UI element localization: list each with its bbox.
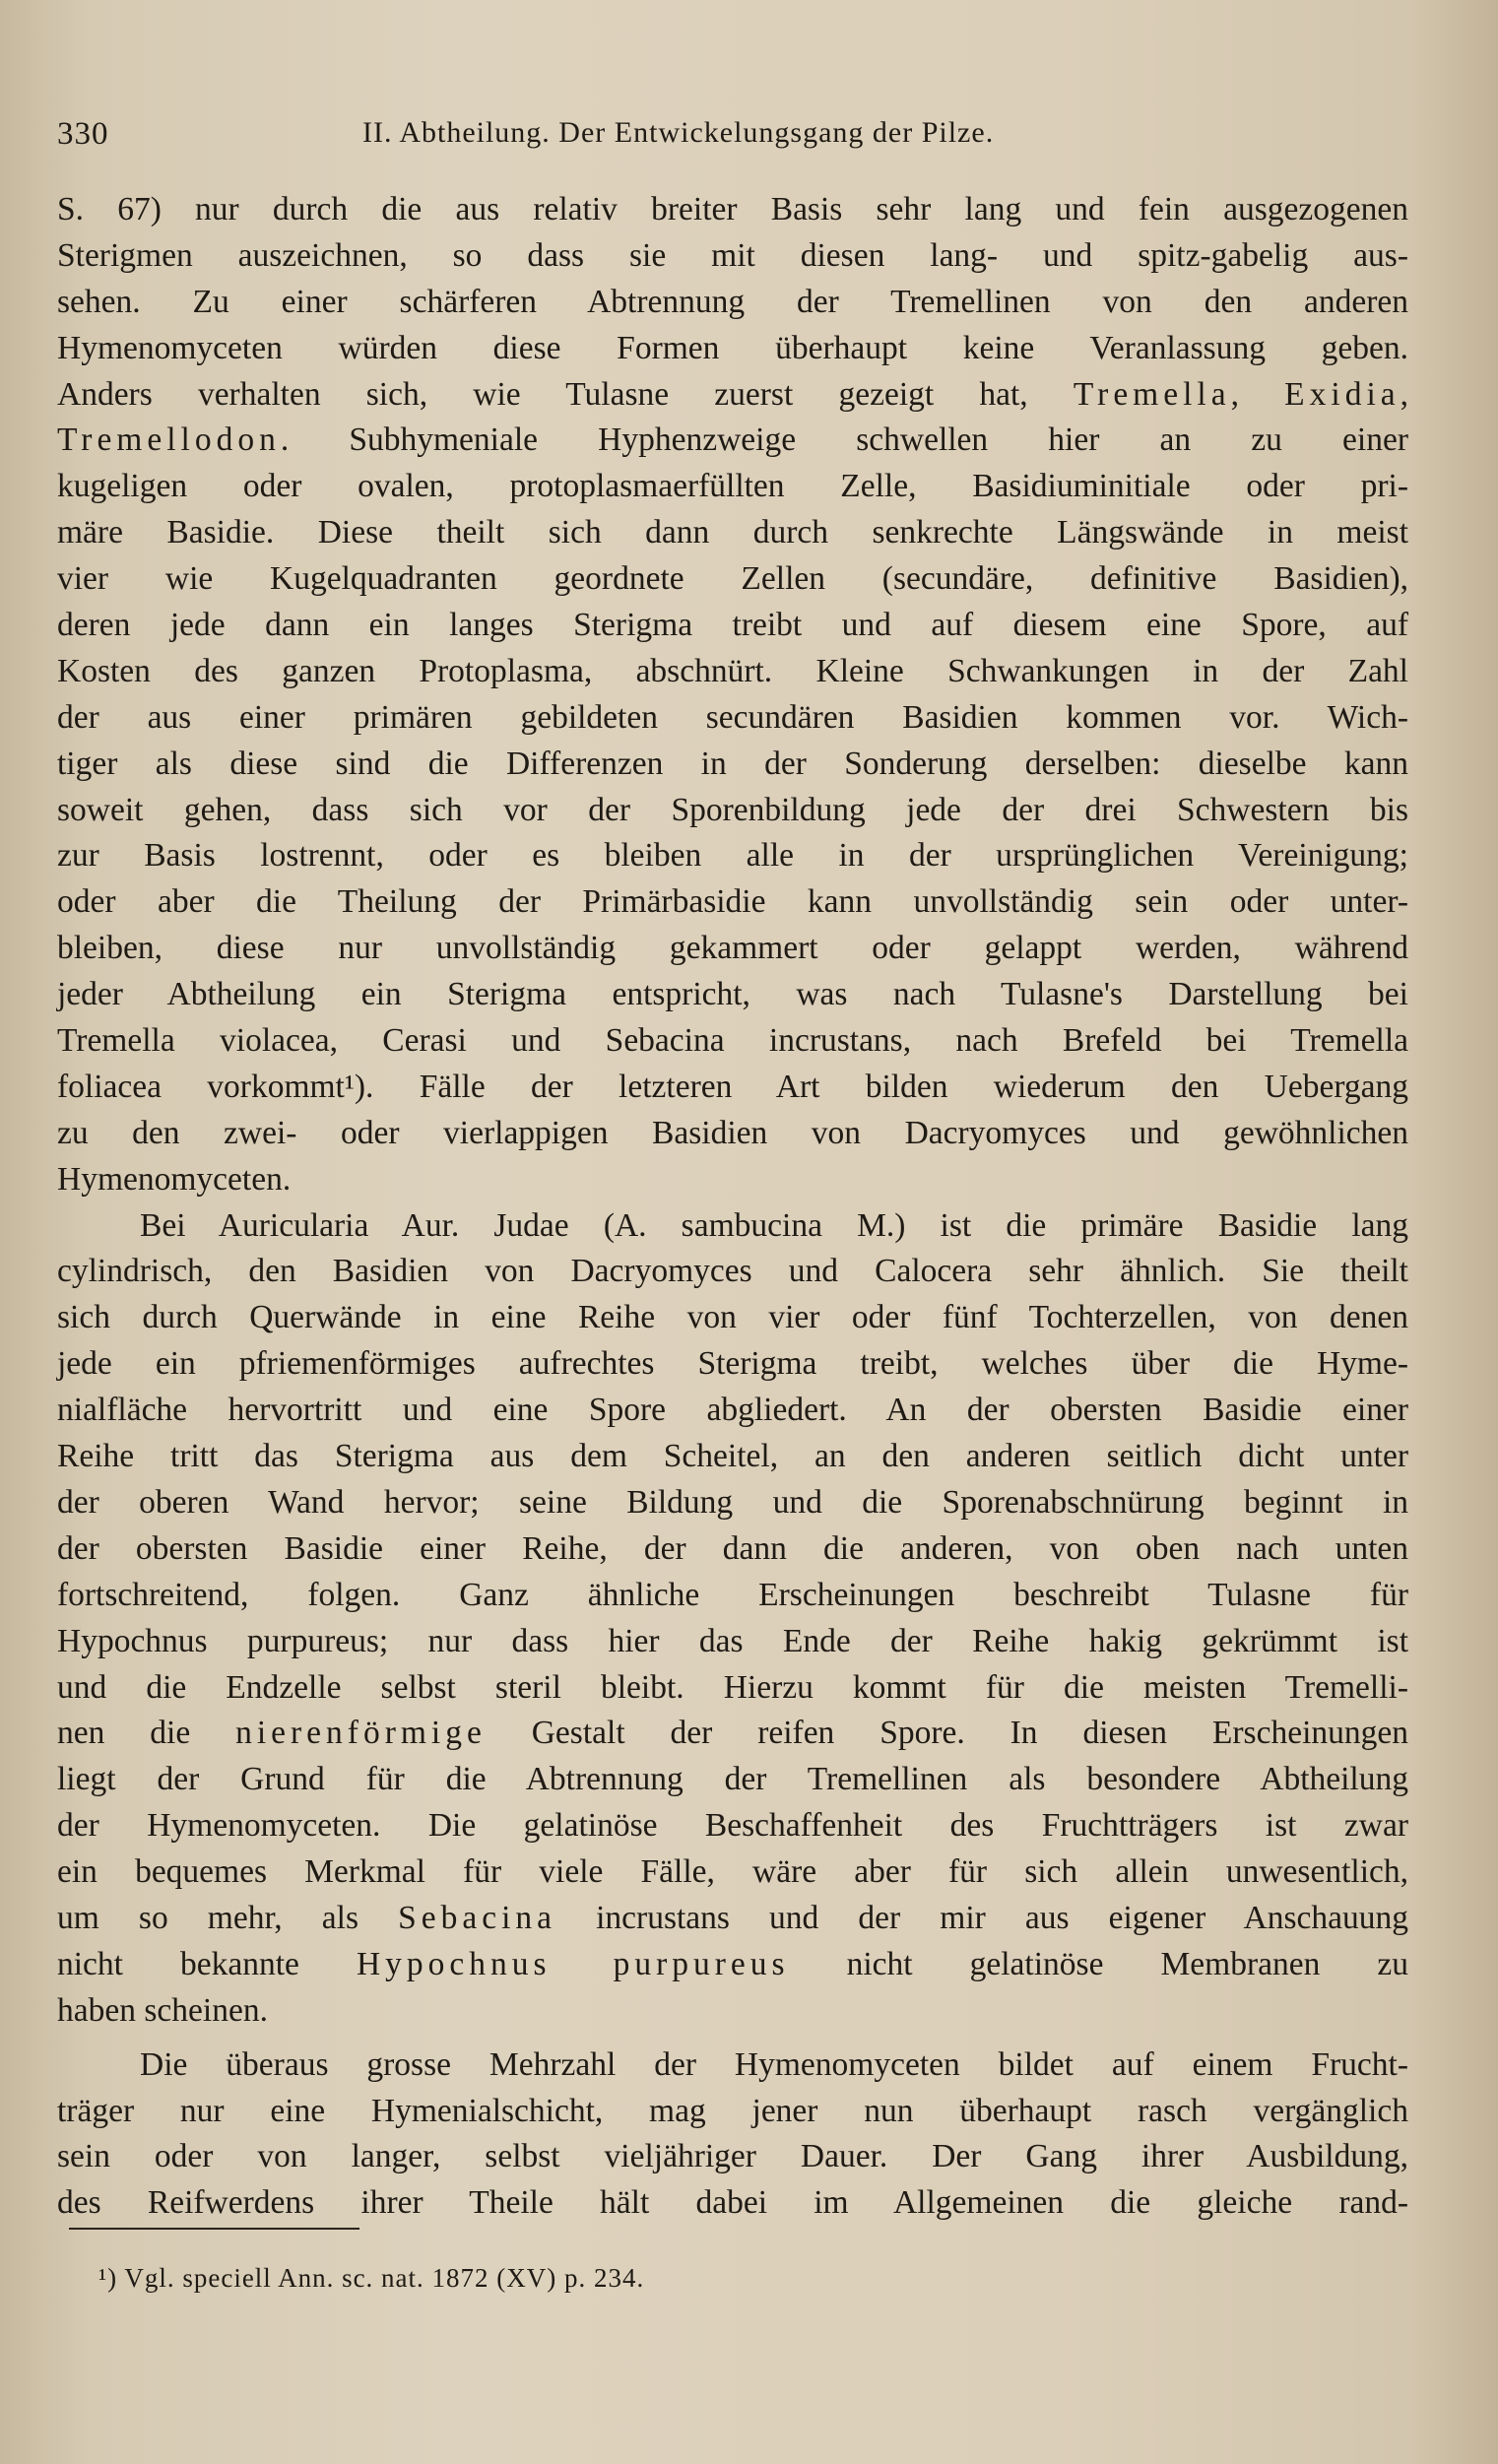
text-line: der obersten Basidie einer Reihe, der dann die anderen, von oben nach unten bbox=[57, 1529, 1408, 1567]
text-line: bleiben, diese nur unvollständig gekammert oder gelappt werden, während bbox=[57, 930, 1408, 967]
text-line: des Reifwerdens ihrer Theile hält dabei im Allgemeinen die gleiche rand- bbox=[57, 2184, 1408, 2222]
text-line: um so mehr, als Sebacina incrustans und der mir aus eigener Anschauung bbox=[57, 1899, 1408, 1936]
spaced-genus: Hypochnus purpureus bbox=[356, 1945, 790, 1982]
text-line: Anders verhalten sich, wie Tulasne zuerst gezeigt hat, Tremella, Exidia, bbox=[57, 375, 1408, 413]
paragraph-1 bbox=[57, 187, 1408, 1203]
text-line: Kosten des ganzen Protoplasma, abschnürt. Kleine Schwankungen in der Zahl bbox=[57, 652, 1408, 689]
text-line: zur Basis lostrennt, oder es bleiben alle in der ursprünglichen Vereinigung; bbox=[57, 837, 1408, 875]
spaced-term: nierenförmige bbox=[235, 1715, 487, 1752]
spaced-genus: Sebacina bbox=[398, 1899, 557, 1936]
text-line: Hypochnus purpureus; nur dass hier das Ende der Reihe hakig gekrümmt ist bbox=[57, 1622, 1408, 1659]
text-line: der Hymenomyceten. Die gelatinöse Beschaffenheit des Fruchtträgers ist zwar bbox=[57, 1807, 1408, 1845]
spaced-genus: Tremellodon bbox=[57, 421, 281, 459]
text-line: cylindrisch, den Basidien von Dacryomyces und Calocera sehr ähnlich. Sie theilt bbox=[57, 1253, 1408, 1290]
text-line: Tremella violacea, Cerasi und Sebacina incrustans, nach Brefeld bei Tremella bbox=[57, 1022, 1408, 1060]
text-line: nialfläche hervortritt und eine Spore abgliedert. An der obersten Basidie einer bbox=[57, 1392, 1408, 1429]
paragraph-3 bbox=[57, 2043, 1408, 2228]
text-line: foliacea vorkommt¹). Fälle der letzteren Art bilden wiederum den Uebergang bbox=[57, 1068, 1408, 1105]
text-line: deren jede dann ein langes Sterigma treibt und auf diesem eine Spore, auf bbox=[57, 607, 1408, 644]
page-number: 330 bbox=[57, 116, 109, 152]
paragraph-2 bbox=[57, 1203, 1408, 2035]
text-line: sein oder von langer, selbst vieljähriger Dauer. Der Gang ihrer Ausbildung, bbox=[57, 2138, 1408, 2175]
text-line: Reihe tritt das Sterigma aus dem Scheitel, an den anderen seitlich dicht unter bbox=[57, 1438, 1408, 1475]
page-header bbox=[57, 116, 1426, 156]
footnote-divider bbox=[69, 2228, 359, 2230]
text-line: tiger als diese sind die Differenzen in der Sonderung derselben: dieselbe kann bbox=[57, 745, 1408, 782]
text-line: Die überaus grosse Mehrzahl der Hymenomyceten bildet auf einem Frucht- bbox=[140, 2045, 1408, 2083]
text-line: zu den zwei- oder vierlappigen Basidien von Dacryomyces und gewöhnlichen bbox=[57, 1114, 1408, 1151]
text-line: der aus einer primären gebildeten secundären Basidien kommen vor. Wich- bbox=[57, 698, 1408, 736]
body-text bbox=[57, 187, 1408, 2227]
text-line: sehen. Zu einer schärferen Abtrennung der Tremellinen von den anderen bbox=[57, 283, 1408, 320]
spaced-genus: Tremella bbox=[1073, 375, 1231, 413]
text-line: der oberen Wand hervor; seine Bildung und die Sporenabschnürung beginnt in bbox=[57, 1483, 1408, 1521]
text-line: nen die nierenförmige Gestalt der reifen Spore. In diesen Erscheinungen bbox=[57, 1715, 1408, 1752]
text-line: kugeligen oder ovalen, protoplasmaerfüllten Zelle, Basidiuminitiale oder pri- bbox=[57, 468, 1408, 505]
text-line: ein bequemes Merkmal für viele Fälle, wäre aber für sich allein unwesentlich, bbox=[57, 1853, 1408, 1891]
text-line: fortschreitend, folgen. Ganz ähnliche Erscheinungen beschreibt Tulasne für bbox=[57, 1576, 1408, 1613]
paragraph-gap bbox=[57, 2035, 1408, 2043]
text-line: liegt der Grund für die Abtrennung der Tremellinen als besondere Abtheilung bbox=[57, 1761, 1408, 1798]
text-line: oder aber die Theilung der Primärbasidie kann unvollständig sein oder unter- bbox=[57, 883, 1408, 921]
text-line: jede ein pfriemenförmiges aufrechtes Sterigma treibt, welches über die Hyme- bbox=[57, 1345, 1408, 1383]
text-line: vier wie Kugelquadranten geordnete Zellen (secundäre, definitive Basidien), bbox=[57, 560, 1408, 598]
text-line: S. 67) nur durch die aus relativ breiter Basis sehr lang und fein ausgezogenen bbox=[57, 191, 1408, 227]
text-line: Hymenomyceten würden diese Formen überhaupt keine Veranlassung geben. bbox=[57, 329, 1408, 366]
text-line: träger nur eine Hymenialschicht, mag jener nun überhaupt rasch vergänglich bbox=[57, 2092, 1408, 2129]
text-line: sich durch Querwände in eine Reihe von vier oder fünf Tochterzellen, von denen bbox=[57, 1299, 1408, 1336]
text-line: märe Basidie. Diese theilt sich dann durch senkrechte Längswände in meist bbox=[57, 514, 1408, 551]
text-line: haben scheinen. bbox=[57, 1991, 268, 2029]
text-line: soweit gehen, dass sich vor der Sporenbildung jede der drei Schwestern bis bbox=[57, 791, 1408, 828]
footnote: ¹) Vgl. speciell Ann. sc. nat. 1872 (XV) p. 234. bbox=[98, 2263, 645, 2293]
text-line: Hymenomyceten. bbox=[57, 1160, 292, 1198]
running-head: II. Abtheilung. Der Entwickelungsgang der Pilze. bbox=[362, 116, 995, 149]
text-line: nicht bekannte Hypochnus purpureus nicht gelatinöse Membranen zu bbox=[57, 1945, 1408, 1982]
text-line: und die Endzelle selbst steril bleibt. Hierzu kommt für die meisten Tremelli- bbox=[57, 1668, 1408, 1706]
spaced-genus: Exidia bbox=[1284, 375, 1400, 413]
text-line: Bei Auricularia Aur. Judae (A. sambucina M.) ist die primäre Basidie lang bbox=[140, 1206, 1408, 1244]
text-line: jeder Abtheilung ein Sterigma entspricht, was nach Tulasne's Darstellung bei bbox=[57, 976, 1408, 1013]
text-line: Sterigmen auszeichnen, so dass sie mit diesen lang- und spitz-gabelig aus- bbox=[57, 236, 1408, 274]
text-line: Tremellodon. Subhymeniale Hyphenzweige schwellen hier an zu einer bbox=[57, 421, 1408, 459]
